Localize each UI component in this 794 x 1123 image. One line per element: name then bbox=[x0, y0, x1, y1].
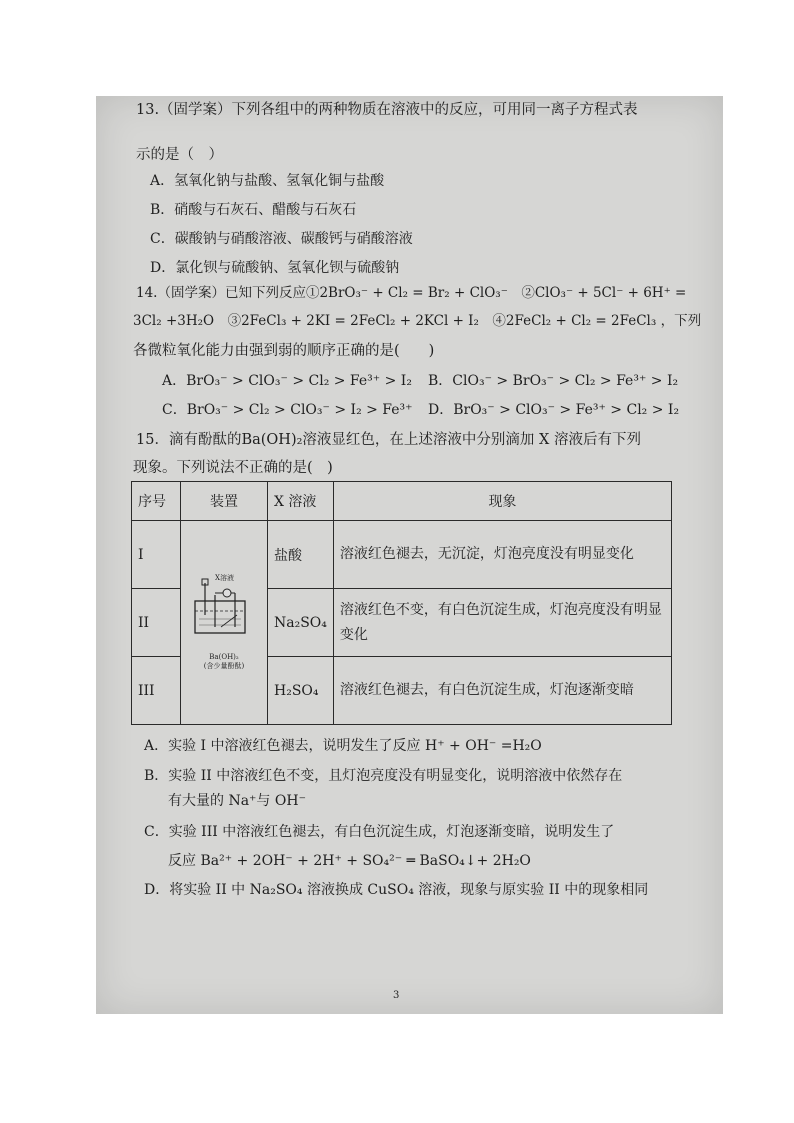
q13-option-c: C．碳酸钠与硝酸溶液、碳酸钙与硝酸溶液 bbox=[150, 231, 413, 247]
figure-label-phenolphthalein: (含少量酚酞) bbox=[203, 661, 245, 670]
row-phenomenon: 溶液红色不变，有白色沉淀生成，灯泡亮度没有明显变化 bbox=[333, 589, 671, 657]
q15-stem-line2: 现象。下列说法不正确的是( ) bbox=[133, 460, 333, 476]
header-no: 序号 bbox=[132, 482, 181, 521]
q13-option-d: D．氯化钡与硫酸钠、氢氧化钡与硫酸钠 bbox=[150, 260, 400, 276]
apparatus-diagram bbox=[191, 575, 257, 655]
table-header-row bbox=[132, 482, 672, 521]
q14-stem-line3: 各微粒氧化能力由强到弱的顺序正确的是( ) bbox=[133, 343, 435, 359]
q15-stem-line1: 15．滴有酚酞的Ba(OH)₂溶液显红色，在上述溶液中分别滴加 X 溶液后有下列 bbox=[136, 432, 641, 448]
q15-option-b-line1: B．实验 II 中溶液红色不变，且灯泡亮度没有明显变化，说明溶液中依然存在 bbox=[144, 768, 623, 784]
q15-option-d: D．将实验 II 中 Na₂SO₄ 溶液换成 CuSO₄ 溶液，现象与原实验 II 中的现象相同 bbox=[144, 882, 649, 898]
row-x-solution: Na₂SO₄ bbox=[268, 589, 334, 657]
row-phenomenon: 溶液红色褪去，有白色沉淀生成，灯泡逐渐变暗 bbox=[333, 657, 671, 725]
q15-option-b-line2: 有大量的 Na⁺与 OH⁻ bbox=[168, 793, 306, 809]
row-no: III bbox=[132, 657, 181, 725]
experiment-table bbox=[131, 481, 672, 725]
figure-label-x: X溶液 bbox=[215, 573, 234, 582]
row-no: I bbox=[132, 521, 181, 589]
q13-option-a: A．氢氧化钠与盐酸、氢氧化铜与盐酸 bbox=[150, 173, 385, 189]
q15-option-a: A．实验 I 中溶液红色褪去，说明发生了反应 H⁺ + OH⁻ =H₂O bbox=[144, 738, 542, 754]
table-row bbox=[132, 521, 672, 589]
header-x-solution: X 溶液 bbox=[268, 482, 334, 521]
q13-option-b: B．硝酸与石灰石、醋酸与石灰石 bbox=[150, 202, 357, 218]
figure-label-baoh2: Ba(OH)₂ bbox=[209, 652, 239, 661]
q14-stem-line2: 3Cl₂ +3H₂O ③2FeCl₃ + 2KI = 2FeCl₂ + 2KCl + I₂ ④2FeCl₂ + Cl₂ = 2FeCl₃ ，下列 bbox=[133, 313, 702, 329]
q15-option-c-line1: C．实验 III 中溶液红色褪去，有白色沉淀生成，灯泡逐渐变暗，说明发生了 bbox=[144, 824, 615, 840]
apparatus-figure-cell bbox=[181, 521, 268, 725]
header-phenomenon: 现象 bbox=[333, 482, 671, 521]
row-no: II bbox=[132, 589, 181, 657]
q14-option-b: B．ClO₃⁻ > BrO₃⁻ > Cl₂ > Fe³⁺ > I₂ bbox=[428, 373, 679, 389]
header-apparatus: 装置 bbox=[181, 482, 268, 521]
row-x-solution: H₂SO₄ bbox=[268, 657, 334, 725]
q15-option-c-line2: 反应 Ba²⁺ + 2OH⁻ + 2H⁺ + SO₄²⁻ ═ BaSO₄↓+ 2H₂O bbox=[168, 853, 531, 869]
page-number: 3 bbox=[393, 990, 400, 1001]
row-x-solution: 盐酸 bbox=[268, 521, 334, 589]
q14-option-a: A．BrO₃⁻ > ClO₃⁻ > Cl₂ > Fe³⁺ > I₂ bbox=[162, 373, 412, 389]
q13-stem-line1: 13.（固学案）下列各组中的两种物质在溶液中的反应，可用同一离子方程式表 bbox=[136, 102, 638, 118]
q14-stem-line1: 14.（固学案）已知下列反应①2BrO₃⁻ + Cl₂ = Br₂ + ClO₃⁻ ②ClO₃⁻ + 5Cl⁻ + 6H⁺ = bbox=[136, 285, 687, 301]
q13-stem-line2: 示的是（ ） bbox=[136, 147, 223, 163]
row-phenomenon: 溶液红色褪去，无沉淀，灯泡亮度没有明显变化 bbox=[333, 521, 671, 589]
q14-option-c: C．BrO₃⁻ > Cl₂ > ClO₃⁻ > I₂ > Fe³⁺ bbox=[162, 402, 413, 418]
q14-option-d: D．BrO₃⁻ > ClO₃⁻ > Fe³⁺ > Cl₂ > I₂ bbox=[428, 402, 680, 418]
